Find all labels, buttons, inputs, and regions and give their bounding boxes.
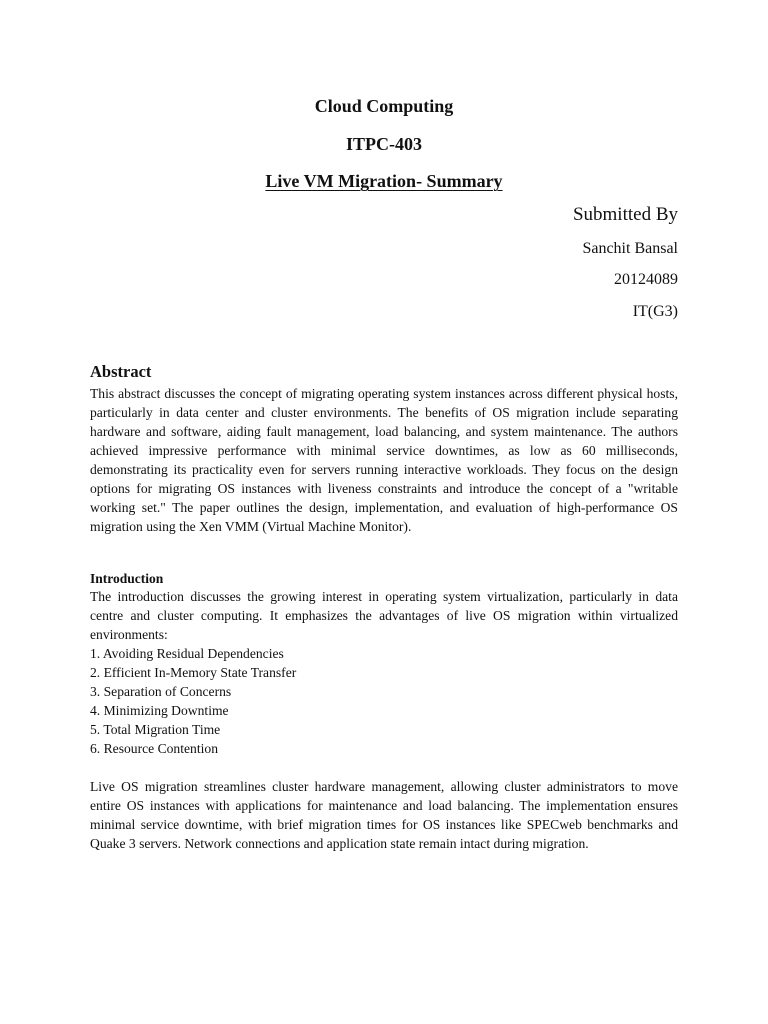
introduction-text: The introduction discusses the growing interest in operating system virtualization, particularly in data centre and cluster computing. It emphasizes the advantages of live OS migration within virtualized environments: bbox=[90, 589, 678, 642]
list-item: 2. Efficient In-Memory State Transfer bbox=[90, 665, 297, 680]
course-code: ITPC-403 bbox=[346, 134, 422, 154]
abstract-text: This abstract discusses the concept of migrating operating system instances across different physical hosts, particularly in data center and cluster environments. The benefits of OS migration include separating hardware and software, aiding fault management, load balancing, and system maintenance. The authors achieved impressive performance with minimal service downtimes, as low as 60 milliseconds, demonstrating its practicality even for servers running interactive workloads. They focus on the design options for migrating OS instances with liveness constraints and introduce the concept of a "writable working set." The paper outlines the design, implementation, and evaluation of high-performance OS migration using the Xen VMM (Virtual Machine Monitor). bbox=[90, 386, 678, 534]
list-item: 4. Minimizing Downtime bbox=[90, 703, 229, 718]
list-item: 5. Total Migration Time bbox=[90, 722, 221, 737]
submitter-group: IT(G3) bbox=[632, 303, 678, 320]
submitted-by-label: Submitted By bbox=[572, 204, 678, 225]
list-item: 6. Resource Contention bbox=[90, 741, 218, 756]
course-title: Cloud Computing bbox=[314, 96, 454, 116]
submitter-roll: 20124089 bbox=[614, 271, 678, 288]
document-title-text: Live VM Migration- Summary bbox=[265, 171, 503, 191]
abstract-heading: Abstract bbox=[90, 362, 152, 381]
introduction-closing: Live OS migration streamlines cluster hardware management, allowing cluster administrators to move entire OS instances with applications for maintenance and load balancing. The implementation ensures minimal service downtime, with brief migration times for OS instances like SPECweb benchmarks and Quake 3 servers. Network connections and application state remain intact during migration. bbox=[90, 779, 678, 851]
list-item: 3. Separation of Concerns bbox=[90, 684, 232, 699]
introduction-heading: Introduction bbox=[90, 571, 164, 586]
document-title bbox=[0, 170, 768, 192]
advantages-list bbox=[90, 644, 678, 758]
submitter-name: Sanchit Bansal bbox=[582, 240, 678, 257]
list-item: 1. Avoiding Residual Dependencies bbox=[90, 646, 284, 661]
